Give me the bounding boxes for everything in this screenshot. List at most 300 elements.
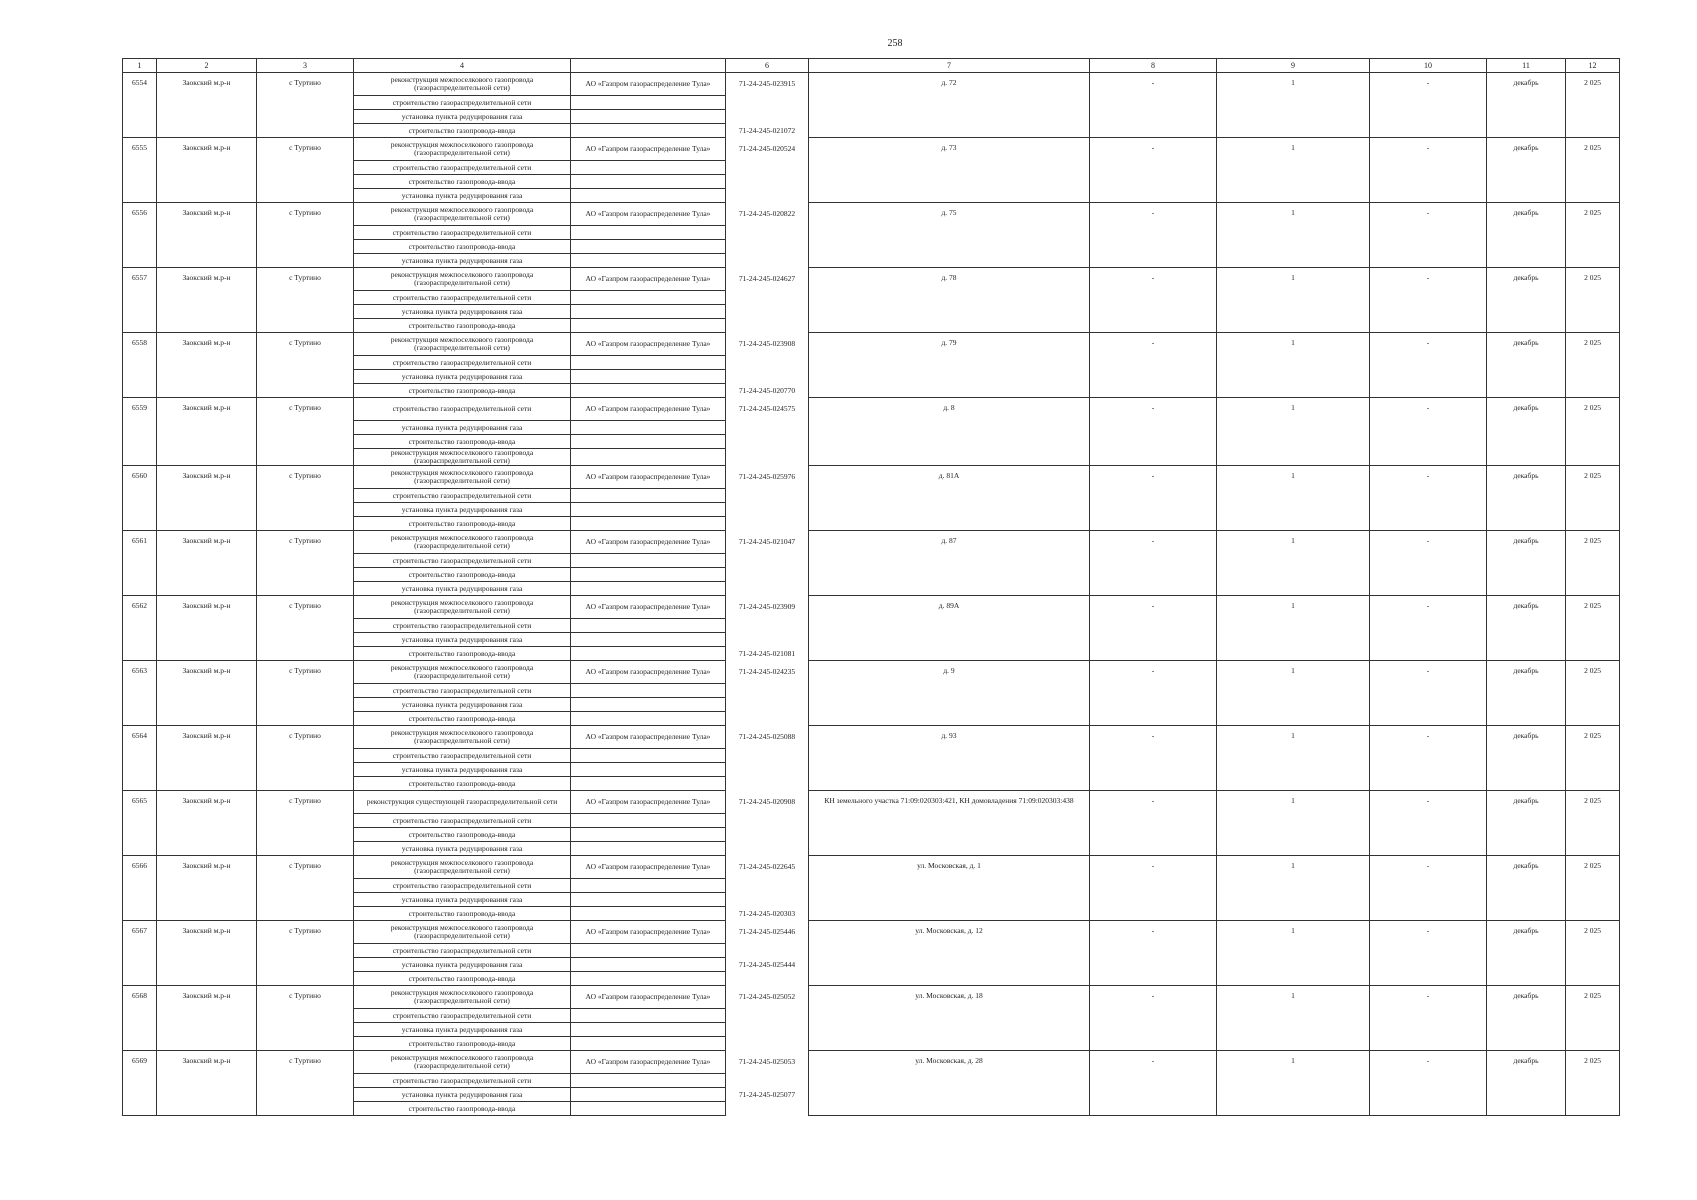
district-cell: Заокский м.р-н [157, 1051, 257, 1116]
code-cell: 71-24-245-025976 [726, 466, 809, 489]
document-table [122, 58, 1620, 1116]
district-cell: Заокский м.р-н [157, 531, 257, 596]
locality-cell: с Туртино [257, 73, 354, 138]
work-type-cell: реконструкция межпоселкового газопровода (газораспределительной сети) [354, 1051, 571, 1074]
work-type-cell: строительство газораспределительной сети [354, 554, 571, 568]
district-cell: Заокский м.р-н [157, 73, 257, 138]
work-type-cell: строительство газопровода-ввода [354, 907, 571, 921]
row-number-cell: 6558 [123, 333, 157, 398]
col8-cell: - [1090, 73, 1217, 138]
address-cell: д. 81А [809, 466, 1090, 531]
row-number-cell: 6565 [123, 791, 157, 856]
table-body [123, 73, 1620, 1116]
organization-cell [571, 175, 726, 189]
work-type-cell: строительство газораспределительной сети [354, 684, 571, 698]
organization-cell [571, 124, 726, 138]
organization-cell [571, 907, 726, 921]
organization-cell [571, 749, 726, 763]
work-type-cell: установка пункта редуцирования газа [354, 958, 571, 972]
row-number-cell: 6568 [123, 986, 157, 1051]
code-cell: 71-24-245-021072 [726, 124, 809, 138]
col8-cell: - [1090, 1051, 1217, 1116]
district-cell: Заокский м.р-н [157, 333, 257, 398]
row-number-cell: 6556 [123, 203, 157, 268]
col10-cell: - [1370, 986, 1487, 1051]
year-cell: 2 025 [1566, 986, 1620, 1051]
organization-cell [571, 421, 726, 435]
locality-cell: с Туртино [257, 138, 354, 203]
table-row [123, 531, 1620, 554]
column-header: 12 [1566, 59, 1620, 73]
work-type-cell: строительство газораспределительной сети [354, 226, 571, 240]
address-cell: д. 78 [809, 268, 1090, 333]
column-header: 1 [123, 59, 157, 73]
column-header: 3 [257, 59, 354, 73]
work-type-cell: строительство газораспределительной сети [354, 161, 571, 175]
month-cell: декабрь [1487, 791, 1566, 856]
col10-cell: - [1370, 531, 1487, 596]
code-cell: 71-24-245-020524 [726, 138, 809, 161]
col8-cell: - [1090, 398, 1217, 466]
code-cell: 71-24-245-020770 [726, 384, 809, 398]
address-cell: ул. Московская, д. 1 [809, 856, 1090, 921]
column-header: 2 [157, 59, 257, 73]
column-header: 8 [1090, 59, 1217, 73]
code-cell [726, 893, 809, 907]
col9-cell: 1 [1217, 203, 1370, 268]
row-number-cell: 6567 [123, 921, 157, 986]
year-cell: 2 025 [1566, 1051, 1620, 1116]
col9-cell: 1 [1217, 791, 1370, 856]
organization-cell: АО «Газпром газораспределение Тула» [571, 73, 726, 96]
address-cell: д. 9 [809, 661, 1090, 726]
year-cell: 2 025 [1566, 73, 1620, 138]
code-cell: 71-24-245-023908 [726, 333, 809, 356]
district-cell: Заокский м.р-н [157, 791, 257, 856]
organization-cell [571, 517, 726, 531]
locality-cell: с Туртино [257, 398, 354, 466]
column-header: 7 [809, 59, 1090, 73]
year-cell: 2 025 [1566, 596, 1620, 661]
col10-cell: - [1370, 921, 1487, 986]
month-cell: декабрь [1487, 138, 1566, 203]
code-cell [726, 1074, 809, 1088]
organization-cell [571, 1088, 726, 1102]
work-type-cell: строительство газопровода-ввода [354, 175, 571, 189]
work-type-cell: реконструкция межпоселкового газопровода (газораспределительной сети) [354, 268, 571, 291]
year-cell: 2 025 [1566, 138, 1620, 203]
code-cell [726, 449, 809, 466]
work-type-cell: установка пункта редуцирования газа [354, 421, 571, 435]
organization-cell [571, 319, 726, 333]
organization-cell [571, 893, 726, 907]
col8-cell: - [1090, 661, 1217, 726]
organization-cell [571, 291, 726, 305]
col9-cell: 1 [1217, 268, 1370, 333]
code-cell: 71-24-245-023909 [726, 596, 809, 619]
district-cell: Заокский м.р-н [157, 268, 257, 333]
work-type-cell: строительство газораспределительной сети [354, 879, 571, 893]
code-cell: 71-24-245-023915 [726, 73, 809, 96]
month-cell: декабрь [1487, 661, 1566, 726]
work-type-cell: установка пункта редуцирования газа [354, 842, 571, 856]
row-number-cell: 6562 [123, 596, 157, 661]
col9-cell: 1 [1217, 661, 1370, 726]
organization-cell [571, 489, 726, 503]
work-type-cell: строительство газораспределительной сети [354, 749, 571, 763]
month-cell: декабрь [1487, 333, 1566, 398]
col10-cell: - [1370, 661, 1487, 726]
work-type-cell: установка пункта редуцирования газа [354, 633, 571, 647]
organization-cell [571, 1102, 726, 1116]
code-cell: 71-24-245-025444 [726, 958, 809, 972]
month-cell: декабрь [1487, 986, 1566, 1051]
table-row [123, 661, 1620, 684]
row-number-cell: 6555 [123, 138, 157, 203]
work-type-cell: реконструкция межпоселкового газопровода (газораспределительной сети) [354, 921, 571, 944]
col8-cell: - [1090, 531, 1217, 596]
code-cell [726, 421, 809, 435]
col9-cell: 1 [1217, 726, 1370, 791]
district-cell: Заокский м.р-н [157, 726, 257, 791]
code-cell [726, 777, 809, 791]
row-number-cell: 6569 [123, 1051, 157, 1116]
locality-cell: с Туртино [257, 726, 354, 791]
row-number-cell: 6554 [123, 73, 157, 138]
code-cell: 71-24-245-025088 [726, 726, 809, 749]
month-cell: декабрь [1487, 856, 1566, 921]
code-cell: 71-24-245-020822 [726, 203, 809, 226]
table-row [123, 791, 1620, 814]
locality-cell: с Туртино [257, 268, 354, 333]
col9-cell: 1 [1217, 138, 1370, 203]
district-cell: Заокский м.р-н [157, 596, 257, 661]
work-type-cell: реконструкция межпоселкового газопровода (газораспределительной сети) [354, 596, 571, 619]
table-row [123, 398, 1620, 421]
locality-cell: с Туртино [257, 333, 354, 398]
code-cell [726, 828, 809, 842]
locality-cell: с Туртино [257, 856, 354, 921]
work-type-cell: реконструкция межпоселкового газопровода (газораспределительной сети) [354, 856, 571, 879]
code-cell [726, 96, 809, 110]
month-cell: декабрь [1487, 726, 1566, 791]
code-cell: 71-24-245-025052 [726, 986, 809, 1009]
work-type-cell: строительство газопровода-ввода [354, 972, 571, 986]
organization-cell [571, 842, 726, 856]
organization-cell [571, 972, 726, 986]
work-type-cell: реконструкция существующей газораспределительной сети [354, 791, 571, 814]
organization-cell [571, 161, 726, 175]
code-cell: 71-24-245-022645 [726, 856, 809, 879]
work-type-cell: реконструкция межпоселкового газопровода (газораспределительной сети) [354, 466, 571, 489]
organization-cell [571, 1037, 726, 1051]
locality-cell: с Туртино [257, 203, 354, 268]
work-type-cell: установка пункта редуцирования газа [354, 582, 571, 596]
code-cell [726, 517, 809, 531]
year-cell: 2 025 [1566, 398, 1620, 466]
address-cell: ул. Московская, д. 28 [809, 1051, 1090, 1116]
col10-cell: - [1370, 856, 1487, 921]
work-type-cell: строительство газораспределительной сети [354, 814, 571, 828]
col8-cell: - [1090, 466, 1217, 531]
district-cell: Заокский м.р-н [157, 203, 257, 268]
code-cell: 71-24-245-024575 [726, 398, 809, 421]
table-row [123, 466, 1620, 489]
organization-cell: АО «Газпром газораспределение Тула» [571, 726, 726, 749]
organization-cell: АО «Газпром газораспределение Тула» [571, 1051, 726, 1074]
organization-cell: АО «Газпром газораспределение Тула» [571, 138, 726, 161]
col10-cell: - [1370, 791, 1487, 856]
table-row [123, 268, 1620, 291]
table-row [123, 1051, 1620, 1074]
row-number-cell: 6566 [123, 856, 157, 921]
organization-cell: АО «Газпром газораспределение Тула» [571, 466, 726, 489]
work-type-cell: установка пункта редуцирования газа [354, 189, 571, 203]
col9-cell: 1 [1217, 398, 1370, 466]
table-row [123, 203, 1620, 226]
table-row [123, 596, 1620, 619]
col10-cell: - [1370, 398, 1487, 466]
document-table-wrapper [122, 58, 1619, 1116]
organization-cell: АО «Газпром газораспределение Тула» [571, 333, 726, 356]
col10-cell: - [1370, 203, 1487, 268]
code-cell [726, 619, 809, 633]
col8-cell: - [1090, 726, 1217, 791]
organization-cell [571, 226, 726, 240]
col9-cell: 1 [1217, 73, 1370, 138]
work-type-cell: строительство газораспределительной сети [354, 619, 571, 633]
work-type-cell: строительство газопровода-ввода [354, 319, 571, 333]
col8-cell: - [1090, 986, 1217, 1051]
district-cell: Заокский м.р-н [157, 466, 257, 531]
code-cell: 71-24-245-024627 [726, 268, 809, 291]
locality-cell: с Туртино [257, 791, 354, 856]
organization-cell [571, 240, 726, 254]
work-type-cell: установка пункта редуцирования газа [354, 254, 571, 268]
organization-cell [571, 814, 726, 828]
code-cell [726, 489, 809, 503]
work-type-cell: реконструкция межпоселкового газопровода (газораспределительной сети) [354, 661, 571, 684]
col9-cell: 1 [1217, 856, 1370, 921]
organization-cell [571, 777, 726, 791]
organization-cell [571, 763, 726, 777]
locality-cell: с Туртино [257, 1051, 354, 1116]
row-number-cell: 6564 [123, 726, 157, 791]
col8-cell: - [1090, 856, 1217, 921]
work-type-cell: строительство газопровода-ввода [354, 1102, 571, 1116]
work-type-cell: строительство газораспределительной сети [354, 1074, 571, 1088]
work-type-cell: строительство газопровода-ввода [354, 712, 571, 726]
col10-cell: - [1370, 73, 1487, 138]
organization-cell: АО «Газпром газораспределение Тула» [571, 791, 726, 814]
organization-cell: АО «Газпром газораспределение Тула» [571, 986, 726, 1009]
month-cell: декабрь [1487, 398, 1566, 466]
code-cell [726, 814, 809, 828]
address-cell: КН земельного участка 71:09:020303:421, КН домовладения 71:09:020303:438 [809, 791, 1090, 856]
column-header: 6 [726, 59, 809, 73]
col9-cell: 1 [1217, 333, 1370, 398]
organization-cell: АО «Газпром газораспределение Тула» [571, 661, 726, 684]
work-type-cell: строительство газораспределительной сети [354, 398, 571, 421]
organization-cell [571, 449, 726, 466]
code-cell: 71-24-245-020908 [726, 791, 809, 814]
code-cell [726, 319, 809, 333]
locality-cell: с Туртино [257, 596, 354, 661]
work-type-cell: строительство газопровода-ввода [354, 647, 571, 661]
code-cell [726, 305, 809, 319]
year-cell: 2 025 [1566, 333, 1620, 398]
work-type-cell: строительство газораспределительной сети [354, 356, 571, 370]
work-type-cell: реконструкция межпоселкового газопровода (газораспределительной сети) [354, 986, 571, 1009]
month-cell: декабрь [1487, 596, 1566, 661]
organization-cell [571, 944, 726, 958]
work-type-cell: строительство газопровода-ввода [354, 435, 571, 449]
col9-cell: 1 [1217, 466, 1370, 531]
organization-cell [571, 370, 726, 384]
organization-cell [571, 435, 726, 449]
code-cell [726, 503, 809, 517]
year-cell: 2 025 [1566, 726, 1620, 791]
work-type-cell: реконструкция межпоселкового газопровода (газораспределительной сети) [354, 138, 571, 161]
code-cell: 71-24-245-021081 [726, 647, 809, 661]
col8-cell: - [1090, 333, 1217, 398]
organization-cell [571, 712, 726, 726]
district-cell: Заокский м.р-н [157, 921, 257, 986]
code-cell [726, 356, 809, 370]
code-cell [726, 568, 809, 582]
table-row [123, 726, 1620, 749]
table-row [123, 986, 1620, 1009]
district-cell: Заокский м.р-н [157, 661, 257, 726]
organization-cell: АО «Газпром газораспределение Тула» [571, 268, 726, 291]
header-row [123, 59, 1620, 73]
year-cell: 2 025 [1566, 268, 1620, 333]
code-cell [726, 226, 809, 240]
code-cell [726, 944, 809, 958]
code-cell: 71-24-245-025053 [726, 1051, 809, 1074]
code-cell [726, 684, 809, 698]
month-cell: декабрь [1487, 466, 1566, 531]
address-cell: д. 93 [809, 726, 1090, 791]
code-cell [726, 175, 809, 189]
code-cell [726, 161, 809, 175]
work-type-cell: строительство газопровода-ввода [354, 240, 571, 254]
organization-cell: АО «Газпром газораспределение Тула» [571, 531, 726, 554]
organization-cell [571, 1023, 726, 1037]
code-cell: 71-24-245-021047 [726, 531, 809, 554]
work-type-cell: установка пункта редуцирования газа [354, 893, 571, 907]
column-header: 11 [1487, 59, 1566, 73]
address-cell: д. 87 [809, 531, 1090, 596]
work-type-cell: строительство газопровода-ввода [354, 777, 571, 791]
work-type-cell: установка пункта редуцирования газа [354, 1023, 571, 1037]
row-number-cell: 6557 [123, 268, 157, 333]
code-cell [726, 554, 809, 568]
locality-cell: с Туртино [257, 661, 354, 726]
organization-cell [571, 958, 726, 972]
year-cell: 2 025 [1566, 856, 1620, 921]
work-type-cell: реконструкция межпоселкового газопровода (газораспределительной сети) [354, 203, 571, 226]
year-cell: 2 025 [1566, 203, 1620, 268]
work-type-cell: строительство газораспределительной сети [354, 291, 571, 305]
district-cell: Заокский м.р-н [157, 398, 257, 466]
work-type-cell: строительство газопровода-ввода [354, 828, 571, 842]
organization-cell [571, 647, 726, 661]
organization-cell [571, 633, 726, 647]
col10-cell: - [1370, 138, 1487, 203]
work-type-cell: строительство газопровода-ввода [354, 124, 571, 138]
work-type-cell: реконструкция межпоселкового газопровода (газораспределительной сети) [354, 73, 571, 96]
table-row [123, 73, 1620, 96]
organization-cell [571, 554, 726, 568]
table-row [123, 138, 1620, 161]
organization-cell: АО «Газпром газораспределение Тула» [571, 921, 726, 944]
work-type-cell: установка пункта редуцирования газа [354, 370, 571, 384]
year-cell: 2 025 [1566, 661, 1620, 726]
code-cell [726, 240, 809, 254]
organization-cell [571, 568, 726, 582]
locality-cell: с Туртино [257, 921, 354, 986]
address-cell: д. 75 [809, 203, 1090, 268]
col8-cell: - [1090, 921, 1217, 986]
code-cell [726, 749, 809, 763]
year-cell: 2 025 [1566, 921, 1620, 986]
month-cell: декабрь [1487, 921, 1566, 986]
col10-cell: - [1370, 596, 1487, 661]
organization-cell [571, 1009, 726, 1023]
code-cell [726, 842, 809, 856]
work-type-cell: строительство газораспределительной сети [354, 489, 571, 503]
organization-cell [571, 684, 726, 698]
code-cell [726, 1009, 809, 1023]
col9-cell: 1 [1217, 1051, 1370, 1116]
col9-cell: 1 [1217, 986, 1370, 1051]
address-cell: д. 89А [809, 596, 1090, 661]
organization-cell [571, 189, 726, 203]
work-type-cell: строительство газораспределительной сети [354, 96, 571, 110]
organization-cell [571, 828, 726, 842]
code-cell [726, 110, 809, 124]
work-type-cell: строительство газопровода-ввода [354, 384, 571, 398]
code-cell [726, 1102, 809, 1116]
code-cell [726, 633, 809, 647]
col8-cell: - [1090, 791, 1217, 856]
month-cell: декабрь [1487, 73, 1566, 138]
column-header [571, 59, 726, 73]
organization-cell: АО «Газпром газораспределение Тула» [571, 856, 726, 879]
page-number: 258 [887, 38, 903, 49]
code-cell [726, 254, 809, 268]
work-type-cell: реконструкция межпоселкового газопровода (газораспределительной сети) [354, 449, 571, 466]
col9-cell: 1 [1217, 596, 1370, 661]
work-type-cell: установка пункта редуцирования газа [354, 305, 571, 319]
column-header: 9 [1217, 59, 1370, 73]
work-type-cell: установка пункта редуцирования газа [354, 763, 571, 777]
organization-cell [571, 1074, 726, 1088]
work-type-cell: реконструкция межпоселкового газопровода (газораспределительной сети) [354, 726, 571, 749]
address-cell: д. 79 [809, 333, 1090, 398]
col10-cell: - [1370, 726, 1487, 791]
year-cell: 2 025 [1566, 531, 1620, 596]
organization-cell [571, 582, 726, 596]
code-cell [726, 879, 809, 893]
year-cell: 2 025 [1566, 466, 1620, 531]
year-cell: 2 025 [1566, 791, 1620, 856]
code-cell [726, 370, 809, 384]
district-cell: Заокский м.р-н [157, 138, 257, 203]
district-cell: Заокский м.р-н [157, 986, 257, 1051]
organization-cell [571, 503, 726, 517]
